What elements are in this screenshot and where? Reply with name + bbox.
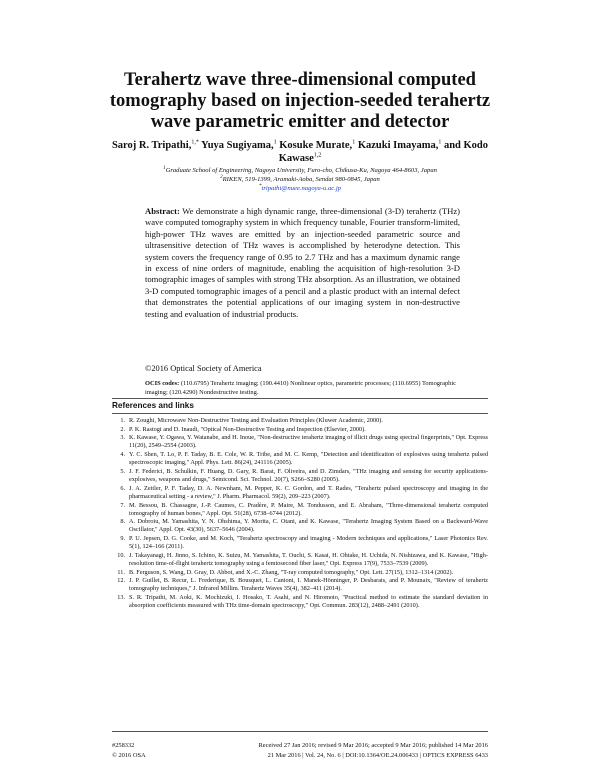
divider [112,398,488,399]
reference-item [112,468,488,484]
affiliation [120,175,480,184]
journal-citation: 21 Mar 2016 | Vol. 24, No. 6 | DOI:10.1364/OE.24.006433 | OPTICS EXPRESS 6433 [267,752,488,759]
reference-number: 9 . [114,535,125,543]
reference-text: P. U. Jepsen, D. G. Cooke, and M. Koch, "Terahertz spectroscopy and imaging - Modern techniques and applications," Laser Photonics Rev. 5(1), 124–166 (2011). [129,535,488,551]
author-affil-sup: 1 [438,139,442,146]
author-line [100,140,500,153]
reference-text: R. Zoughi, Microwave Non-Destructive Testing and Evaluation Principles (Kluwer Academic, 2000). [129,417,383,424]
manuscript-id: #258332 [112,742,135,749]
reference-number: 11 . [114,569,125,577]
received-dates: Received 27 Jan 2016; revised 9 Mar 2016; accepted 9 Mar 2016; published 14 Mar 2016 [258,742,488,749]
reference-number: 12 . [114,577,125,585]
reference-number: 7 . [114,502,125,510]
author-list [100,140,500,165]
abstract [145,206,460,320]
reference-item [112,569,488,577]
reference-number: 8 . [114,518,125,526]
reference-item [112,502,488,518]
reference-number: 3 . [114,434,125,442]
title-line: wave parametric emitter and detector [150,112,450,132]
reference-number: 10 . [114,552,125,560]
affiliation-text: Graduate School of Engineering, Nagoya University, Furo-cho, Chikusa-Ku, Nagoya 464-8603, Japan [165,167,437,174]
affiliation-sup: 2 [220,174,223,180]
reference-text: P. K. Rastogi and D. Inaudi, "Optical Non-Destructive Testing and Inspection (Elsevier, 2000). [129,425,366,433]
affiliation-sup: 1 [163,165,166,171]
abstract-text: We demonstrate a high dynamic range, three-dimensional (3-D) terahertz (THz) wave computed tomography system in which frequency tunable, Fourier transform-limited, high-power THz waves are emitted by an injection-seeded parametric source and ultrasensitive detection of THz waves is accomplished by heterodyne detection. This system covers the frequency range of 0.95 to 2.7 THz and has a maximum dynamic range in excess of nine orders of magnitude, enabling the acquisition of high-resolution 3-D tomographic images of samples with strong THz absorption. As an illustration, we obtained 3-D computed tomographic images of a pencil and a plastic product with an internal defect that demonstrates the potential applications of our imaging system in non-destructive testing and evaluation of industrial products. [145,206,460,319]
affiliation [120,184,480,193]
reference-item [112,577,488,593]
author-line [100,153,500,166]
ocis-codes [145,380,465,397]
reference-text: Y. C. Shen, T. Lo, P. F. Taday, B. E. Cole, W. R. Tribe, and M. C. Kemp, "Detection and identification of explosives using terahertz pulsed spectroscopic imaging," Appl. Phys. Lett. 86(24), 241116 (2005). [129,451,488,467]
reference-number: 5 . [114,468,125,476]
author-name: Yuya Sugiyama, [201,140,274,151]
author-name: Kosuke Murate, [279,140,353,151]
divider [112,413,488,414]
reference-text: M. Bessou, B. Chassagne, J.-P. Caumes, C. Pradère, P. Maire, M. Tondusson, and E. Abraham, "Three-dimensional terahertz computed tomography of human bones," Appl. Opt. 51(28), 6738–6744 (2012). [129,501,488,517]
affiliation-text: RIKEN, 519-1399, Aramaki-Aoba, Sendai 980-0845, Japan [222,176,380,183]
reference-text: J. Takayanagi, H. Jinno, S. Ichino, K. Suizu, M. Yamashita, T. Ouchi, S. Kasai, H. Ohtake, H. Uchida, N. Nishizawa, and K. Kawase, "High-resolution time-of-flight terahertz tomography using a femtosecond fiber laser," Opt. Express 17(9), 7533–7539 (2009). [129,551,488,567]
divider [112,731,488,732]
reference-number: 13 . [114,594,125,602]
affiliation-sup: * [259,183,262,189]
title-line: Terahertz wave three-dimensional computed [124,70,476,90]
reference-number: 1 . [114,417,125,425]
author-affil-sup: 1 [273,139,277,146]
reference-text: A. Dobroiu, M. Yamashita, Y. N. Ohshima, Y. Morita, C. Otani, and K. Kawase, "Terahertz Imaging System Based on a Backward-Wave Oscillator," Appl. Opt. 43(30), 5637–5646 (2004). [129,518,488,534]
reference-text: J. F. Federici, B. Schulkin, F. Huang, D. Gary, R. Barat, F. Oliveira, and D. Zimdars, "THz imaging and sensing for security applications-explosives, weapons and drugs," Semicond. Sci. Technol. 20(7), S266–S280 (2005). [129,467,488,484]
author-name: Kawase [278,152,314,164]
reference-item [112,434,488,450]
reference-item [112,535,488,551]
footer-copyright: © 2016 OSA [112,752,146,759]
reference-item [112,485,488,501]
reference-text: S. R. Tripathi, M. Aoki, K. Mochizuki, I. Hosako, T. Asahi, and N. Hiromoto, "Practical method to estimate the standard deviation in absorption coefficients measured with THz time-domain spectroscopy," Opt. Commun. 283(12), 2488–2491 (2010). [129,594,488,610]
copyright: ©2016 Optical Society of America [145,364,262,373]
reference-list [112,417,488,611]
author-affil-sup: 1,* [191,139,199,146]
reference-item [112,594,488,610]
reference-item [112,518,488,534]
author-name: Kazuki Imayama, [357,140,439,151]
paper-title [90,70,510,133]
email-link[interactable]: tripathi@nuee.nagoya-u.ac.jp [261,185,341,192]
title-line: tomography based on injection-seeded terahertz [109,91,491,111]
reference-item [112,426,488,434]
affiliations [120,166,480,193]
reference-number: 4 . [114,451,125,459]
reference-number: 2 . [114,426,125,434]
abstract-label: Abstract: [145,206,180,216]
reference-text: K. Kawase, Y. Ogawa, Y. Watanabe, and H. Inoue, "Non-destructive terahertz imaging of illicit drugs using spectral fingerprints," Opt. Express 11(20), 2549–2554 (2003). [129,434,488,450]
ocis-label: OCIS codes: [145,380,180,387]
author-name: Saroj R. Tripathi, [111,140,192,151]
reference-item [112,451,488,467]
author-affil-sup: 1 [352,139,356,146]
reference-text: B. Ferguson, S. Wang, D. Gray, D. Abbot, and X.-C. Zhang, "T-ray computed tomography," Opt. Lett. 27(15), 1312–1314 (2002). [129,568,454,576]
reference-text: J. P. Guillet, B. Recur, L. Frederique, B. Bousquet, L. Canioni, I. Manek-Hönninger, P. Desbarats, and P. Mounaix, "Review of terahertz tomography techniques," J. Infrared Millim. Terahertz Waves 35(4), 382–411 (2014). [129,577,488,593]
ocis-text: (110.6795) Terahertz imaging; (190.4410) Nonlinear optics, parametric processes; (110.6955) Tomographic imaging; (120.4290) Nondestructive testing. [145,380,456,396]
author-name: and Kodo [443,140,489,151]
reference-item [112,417,488,425]
reference-text: J. A. Zeitler, P. F. Taday, D. A. Newnham, M. Pepper, K. C. Gordon, and T. Rades, "Terahertz pulsed spectroscopy and imaging in the pharmaceutical setting - a review," J. Pharm. Pharmacol. 59(2), 209–223 (2007). [129,484,488,500]
author-affil-sup: 1,2 [313,152,322,158]
affiliation [120,166,480,175]
reference-item [112,552,488,568]
references-heading: References and links [112,401,194,410]
reference-number: 6 . [114,485,125,493]
